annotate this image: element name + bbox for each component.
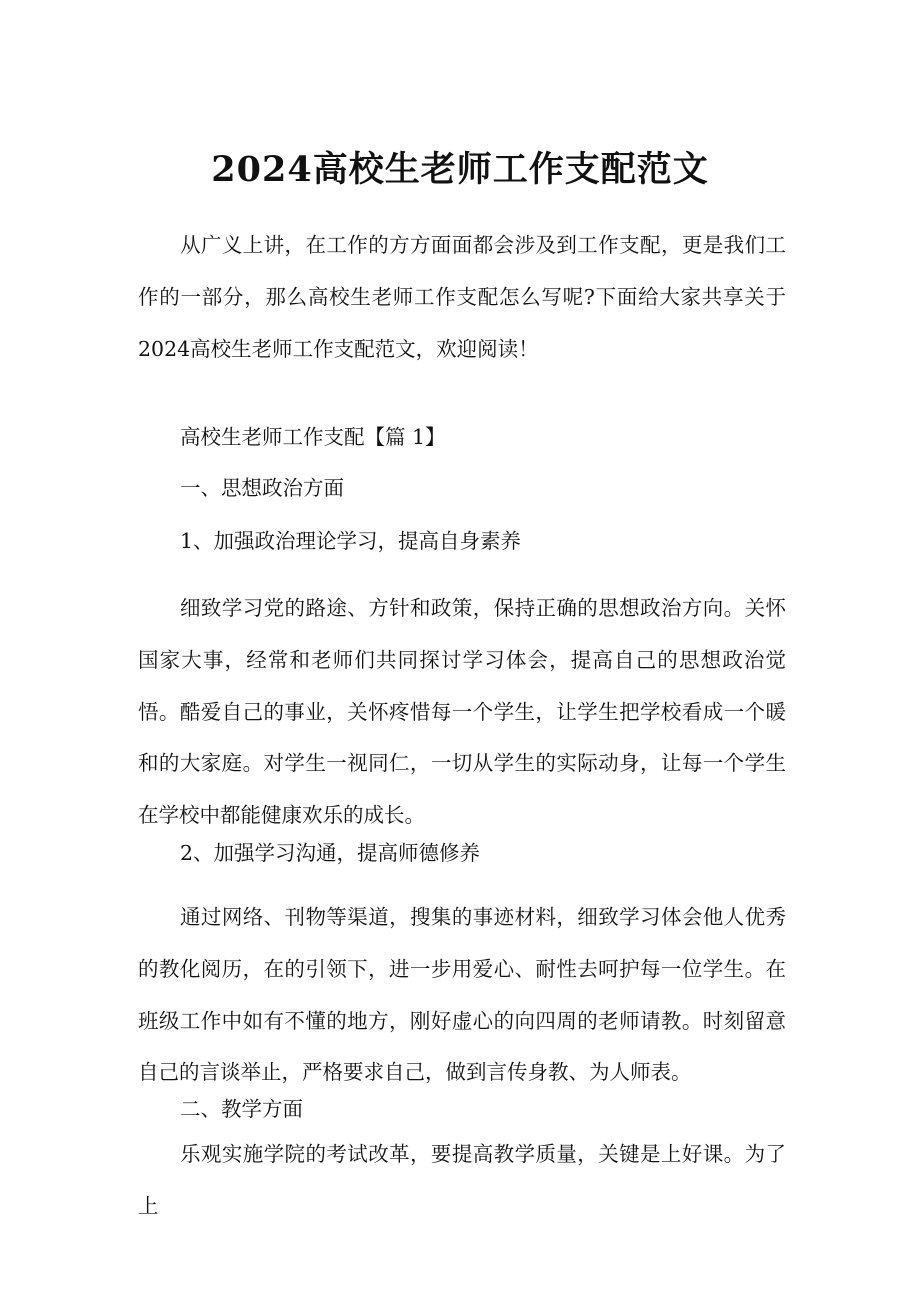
part2-body: 乐观实施学院的考试改革，要提高教学质量，关键是上好课。为了上 xyxy=(138,1142,786,1218)
item1-body: 细致学习党的路途、方针和政策，保持正确的思想政治方向。关怀国家大事，经常和老师们共同探讨学习体会，提高自己的思想政治觉悟。酷爱自己的事业，关怀疼惜每一个学生，让学生把学校看成一个暖和的大家庭。对学生一视同仁，一切从学生的实际动身，让每一个学生在学校中都能健康欢乐的成长。 xyxy=(138,596,786,828)
part1-heading: 一、思想政治方面 xyxy=(180,476,344,500)
intro-paragraph: 从广义上讲，在工作的方方面面都会涉及到工作支配，更是我们工作的一部分，那么高校生老师工作支配怎么写呢?下面给大家共享关于2024高校生老师工作支配范文，欢迎阅读！ xyxy=(138,233,786,361)
item2-heading: 2、加强学习沟通，提高师德修养 xyxy=(180,841,481,865)
document-title: 2024高校生老师工作支配范文 xyxy=(211,149,709,190)
part2-heading: 二、教学方面 xyxy=(180,1097,303,1121)
section-heading: 高校生老师工作支配【篇 1】 xyxy=(180,425,446,449)
item2-body: 通过网络、刊物等渠道，搜集的事迹材料，细致学习体会他人优秀的教化阅历，在的引领下，进一步用爱心、耐性去呵护每一位学生。在班级工作中如有不懂的地方，刚好虚心的向四周的老师请教。时刻留意自己的言谈举止，严格要求自己，做到言传身教、为人师表。 xyxy=(138,905,786,1085)
item1-heading: 1、加强政治理论学习，提高自身素养 xyxy=(180,529,522,553)
